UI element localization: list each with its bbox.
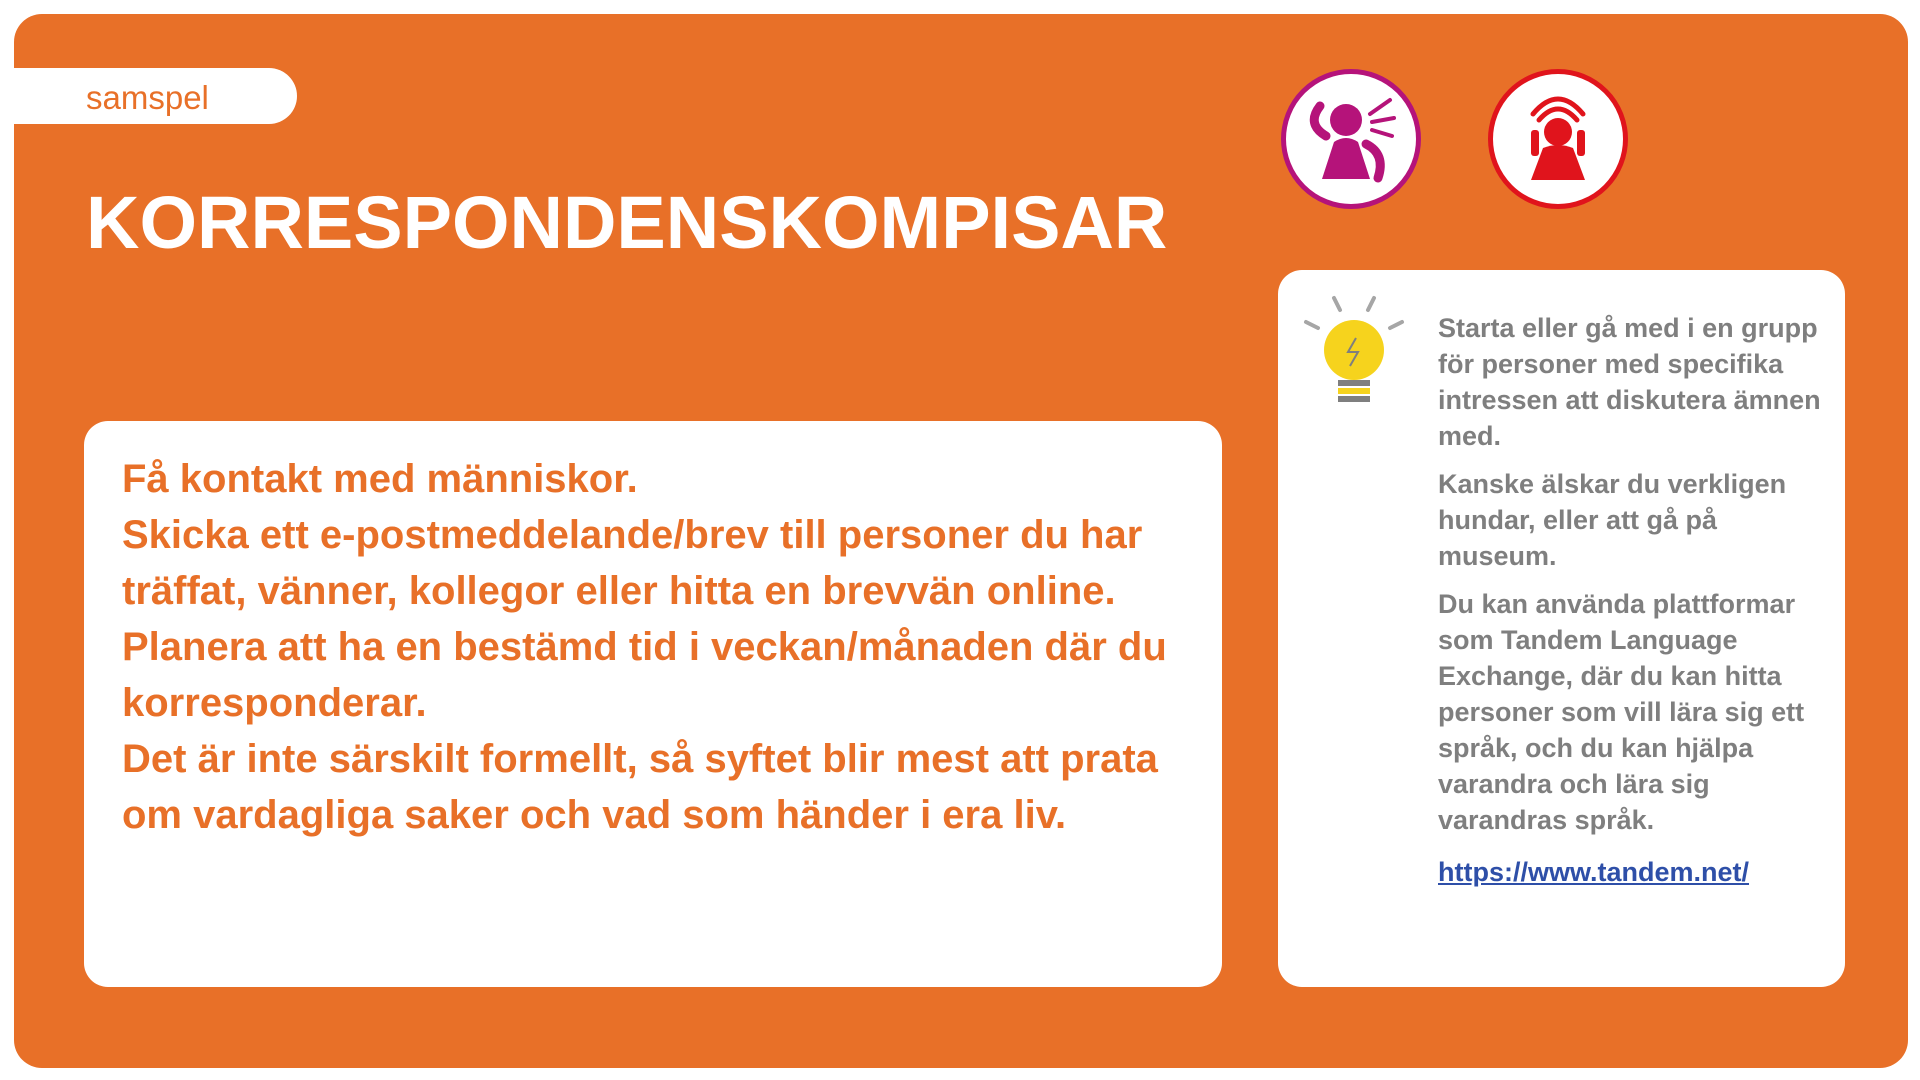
category-tag-label: samspel [86, 79, 209, 116]
main-line: Det är inte särskilt formellt, så syftet blir mest att prata om vardagliga saker och vad som händer i era liv. [122, 737, 1158, 837]
main-line: Skicka ett e-postmeddelande/brev till personer du har träffat, vänner, kollegor eller hitta en brevvän online. [122, 513, 1143, 613]
listening-person-icon [1488, 69, 1628, 209]
tip-card [1278, 270, 1845, 987]
lightbulb-icon [1298, 288, 1408, 418]
tip-paragraph: Du kan använda plattformar som Tandem Language Exchange, där du kan hitta personer som vill lära sig ett språk, och du kan hjälpa varandra och lära sig varandras språk. [1438, 589, 1805, 835]
main-content-text [122, 451, 1202, 843]
category-tag [14, 68, 297, 124]
speaking-person-icon [1281, 69, 1421, 209]
tip-paragraph: Kanske älskar du verkligen hundar, eller att gå på museum. [1438, 469, 1787, 571]
tip-text [1438, 310, 1838, 890]
main-line: Planera att ha en bestämd tid i veckan/månaden där du korresponderar. [122, 625, 1167, 725]
main-content-card [84, 421, 1222, 987]
main-line: Få kontakt med människor. [122, 457, 638, 501]
page-title: KORRESPONDENSKOMPISAR [86, 181, 1168, 264]
slide-background [14, 14, 1908, 1068]
tandem-link[interactable]: https://www.tandem.net/ [1438, 857, 1750, 887]
tip-paragraph: Starta eller gå med i en grupp för personer med specifika intressen att diskutera ämnen med. [1438, 313, 1821, 451]
